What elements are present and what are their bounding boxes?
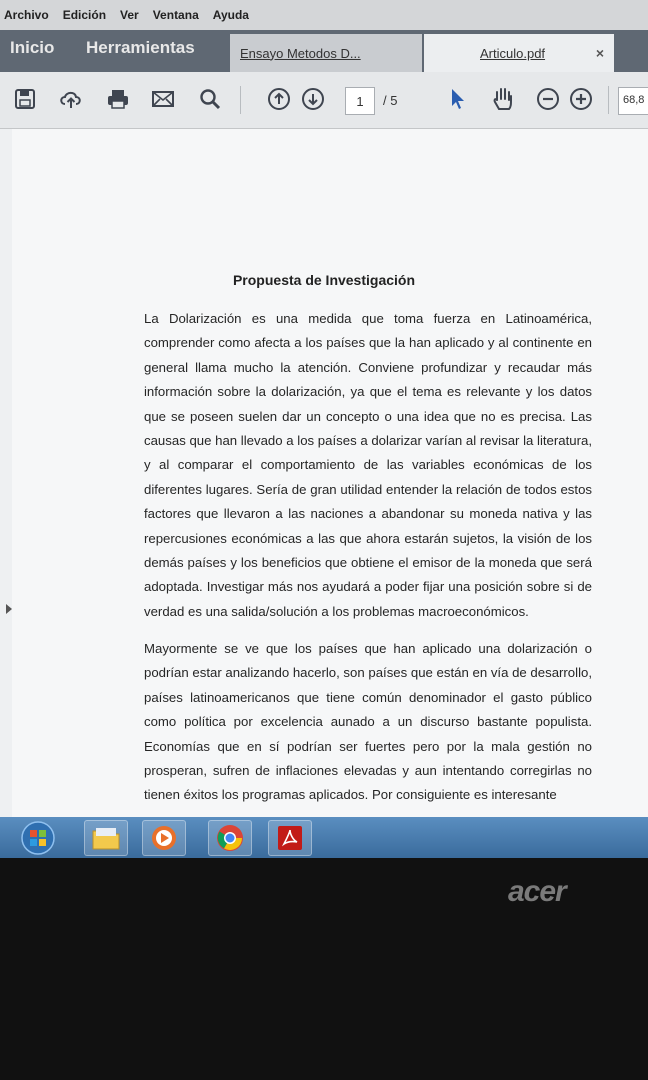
page-down-icon[interactable]	[300, 86, 326, 112]
tab-label: Ensayo Metodos D...	[240, 45, 361, 61]
menu-edicion[interactable]: Edición	[62, 8, 107, 22]
media-player-icon[interactable]	[142, 820, 186, 856]
page-total: / 5	[383, 93, 398, 108]
select-cursor-icon[interactable]	[444, 86, 470, 112]
page-up-icon[interactable]	[266, 86, 292, 112]
hand-tool-icon[interactable]	[490, 86, 516, 112]
windows-taskbar	[0, 817, 648, 858]
tab-articulo-pdf[interactable]	[424, 34, 614, 72]
toolbar	[0, 72, 648, 129]
zoom-in-icon[interactable]	[568, 86, 594, 112]
menu-ver[interactable]: Ver	[120, 8, 139, 22]
tab-inicio[interactable]: Inicio	[10, 38, 55, 57]
chrome-icon[interactable]	[208, 820, 252, 856]
tab-label: Articulo.pdf	[480, 45, 546, 61]
mail-icon[interactable]	[150, 86, 176, 112]
print-icon[interactable]	[105, 86, 131, 112]
brand-logo: acer	[508, 875, 566, 908]
menu-ayuda[interactable]: Ayuda	[212, 8, 249, 22]
search-icon[interactable]	[197, 86, 223, 112]
menu-archivo[interactable]: Archivo	[4, 8, 49, 22]
tab-ensayo-metodos[interactable]	[230, 34, 422, 72]
upload-icon[interactable]	[58, 86, 84, 112]
paragraph-1: La Dolarización es una medida que toma fuerza en Latinoamérica, comprender como afecta a los países que la han aplicado y al continente en general llama mucho la atención. Conviene profundizar y recaudar más información sobre la dolarización, ya que el tema es relevante y los datos que se poseen suelen dar un concepto o una idea que no es precisa. Las causas que han llevado a los países a dolarizar varían al revisar la literatura, y al comparar el comportamiento de las variables económicas de los diferentes lugares. Sería de gran utilidad entender la relación de todos estos factores que llevaron a las naciones a abandonar su moneda nativa y las repercusiones económicas a las que ahora estarán sujetos, la visión de los demás países y los beneficios que obtiene el emisor de la moneda que será adoptada. Investigar más nos ayudará a poder fijar una posición sobre si de verdad es una salida/solución a los problemas macroeconómicos.	[144, 311, 592, 619]
zoom-level-input[interactable]: 68,8	[618, 87, 648, 115]
menu-bar	[0, 0, 648, 30]
monitor-bezel	[0, 858, 648, 1080]
tab-herramientas[interactable]: Herramientas	[86, 38, 195, 57]
zoom-out-icon[interactable]	[535, 86, 561, 112]
toolbar-divider	[608, 86, 609, 114]
acrobat-icon[interactable]	[268, 820, 312, 856]
file-explorer-icon[interactable]	[84, 820, 128, 856]
save-icon[interactable]	[12, 86, 38, 112]
close-icon[interactable]: ×	[595, 45, 604, 61]
paragraph-2: Mayormente se ve que los países que han aplicado una dolarización o podrían estar analizando hacerlo, son países que están en vía de desarrollo, países latinoamericanos que tiene común denominador el gasto público como política por excelencia aunado a un discurso bastante populista. Economías que en sí podrían ser fuertes pero por la mala gestión no prosperan, sufren de inflaciones elevadas y aun intentando corregirlas no tienen éxitos los programas aplicados. Por consiguiente es interesante	[144, 641, 592, 803]
menu-ventana[interactable]: Ventana	[152, 8, 199, 22]
tab-bar	[0, 30, 648, 72]
document-title: Propuesta de Investigación	[232, 272, 416, 288]
windows-start-icon[interactable]	[16, 820, 60, 856]
page-number-input[interactable]: 1	[345, 87, 375, 115]
toolbar-divider	[240, 86, 241, 114]
